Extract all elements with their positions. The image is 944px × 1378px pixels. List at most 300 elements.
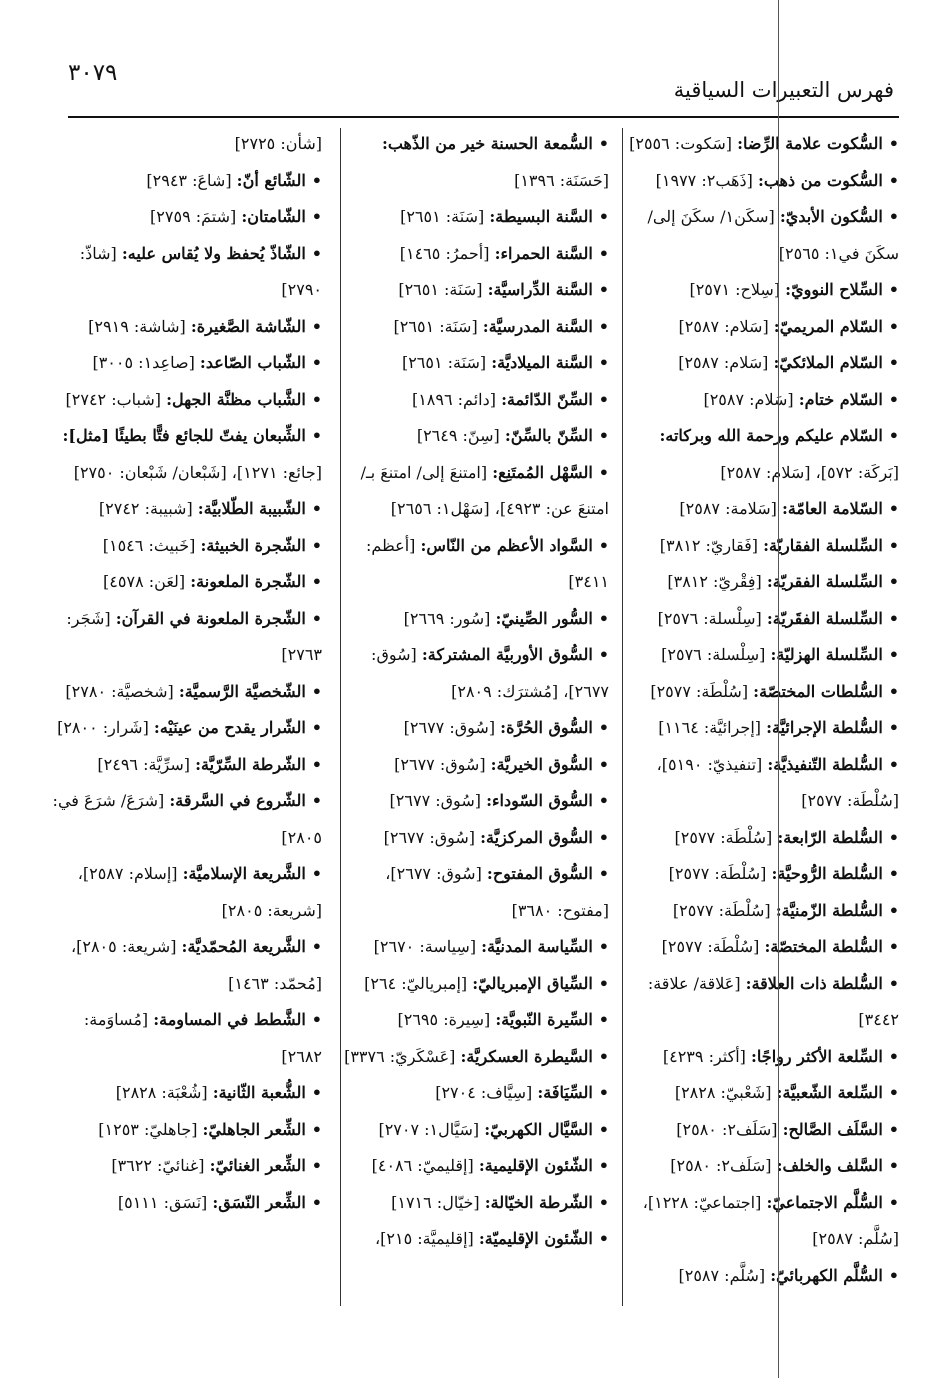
entry-term: السِّيَافَة:: [537, 1083, 593, 1102]
bullet-icon: •: [888, 718, 899, 737]
entry-reference: [خَبيث: ١٥٤٦]: [102, 535, 196, 555]
entry-reference: [شَعْبيّ: ٢٨٢٨]: [674, 1083, 772, 1102]
bullet-icon: •: [888, 170, 899, 190]
entry-term: السِّلعة الشّعبيَّة:: [776, 1083, 883, 1102]
index-entry: [329, 1075, 609, 1112]
entry-term: السُّلطة الرُّوحيَّة:: [771, 864, 883, 883]
bullet-icon: •: [311, 608, 322, 628]
entry-term: السَّنة الدِّراسيَّة:: [487, 280, 593, 299]
index-column-middle: [329, 126, 609, 1258]
entry-reference: [إسلام: ٢٥٨٧]، [شريعة: ٢٨٠٥]: [77, 864, 322, 920]
entry-term: الشِّبعان يفتّ للجائع فتًّا بطيئًا [مثل]:: [62, 426, 306, 445]
entry-reference: [فِقْريّ: ٣٨١٢]: [667, 572, 762, 591]
bullet-icon: •: [888, 608, 899, 628]
entry-reference: [سُوق: ٢٦٧٧]، [مُشترَك: ٢٨٠٩]: [371, 645, 609, 701]
entry-reference: [خيّال: ١٧١٦]: [391, 1192, 480, 1212]
entry-reference: [سَلامة: ٢٥٨٧]: [679, 499, 777, 518]
bullet-icon: •: [598, 462, 609, 482]
entry-term: الشّئون الإقليمية:: [478, 1156, 593, 1175]
page-title: فهرس التعبيرات السياقية: [673, 78, 894, 102]
entry-term: السُّلطة الزّمنيَّة:: [775, 900, 883, 920]
bullet-icon: •: [888, 1083, 899, 1102]
bullet-icon: •: [888, 316, 899, 336]
entry-reference: [سُلْطَة: ٢٥٧٧]: [672, 900, 771, 920]
index-entry: [329, 455, 609, 528]
entry-reference: [ذَهَب٢: ١٩٧٧]: [655, 170, 753, 190]
entry-reference: [نَسَق: ٥١١١]: [117, 1192, 208, 1212]
column-divider: [622, 128, 623, 1306]
index-entry: [629, 710, 899, 747]
entry-term: الشَّريعة الإسلاميَّة:: [182, 864, 306, 883]
entry-reference: [سُوق: ٢٦٧٧]: [403, 718, 496, 737]
entry-term: الشّئون الإقليميّة:: [478, 1229, 593, 1248]
entry-term: الشِّعر الغنائيّ:: [209, 1156, 306, 1175]
bullet-icon: •: [598, 1156, 609, 1175]
bullet-icon: •: [311, 243, 322, 263]
index-entry: [629, 820, 899, 857]
index-entry: [629, 1075, 899, 1112]
index-entry: [329, 528, 609, 601]
entry-reference: [شريعة: ٢٨٠٥]، [مُحمّد: ١٤٦٣]: [70, 937, 322, 993]
index-entry: [629, 1148, 899, 1185]
bullet-icon: •: [888, 134, 899, 153]
scan-fold-line: [778, 0, 779, 1378]
bullet-icon: •: [311, 316, 322, 336]
entry-term: السِّلسلة الهزليّة:: [770, 645, 883, 664]
entry-reference: [مُساوَمة: ٢٦٨٢]: [83, 1010, 322, 1066]
entry-reference: [شباب: ٢٧٤٢]: [65, 389, 162, 409]
bullet-icon: •: [598, 280, 609, 299]
entry-reference: [عَلاقة/ علاقة: ٣٤٤٢]: [647, 973, 899, 1029]
entry-term: الشّاذّ يُحفظ ولا يُقاس عليه:: [121, 243, 306, 263]
entry-reference: [سُلَّم: ٢٥٨٧]: [678, 1265, 766, 1285]
entry-term: الشّرطة السِّرّيَّة:: [195, 754, 306, 774]
index-entry: [629, 382, 899, 419]
index-entry: [329, 1039, 609, 1076]
index-entry: [329, 856, 609, 929]
bullet-icon: •: [311, 1083, 322, 1102]
entry-reference: [سُلْطَة: ٢٥٧٧]: [661, 937, 760, 956]
bullet-icon: •: [888, 1119, 899, 1139]
entry-reference: [سكَن١/ سكَنَ إلى/ سكَنَ في١: ٢٥٦٥]: [647, 207, 899, 263]
entry-term: الشّرطة الخيّالة:: [484, 1192, 593, 1212]
index-entry: [329, 418, 609, 455]
index-entry: [48, 929, 322, 1002]
entry-reference: [سُور: ٢٦٦٩]: [403, 608, 491, 628]
bullet-icon: •: [311, 681, 322, 701]
entry-reference: [غنائيّ: ٣٦٢٢]: [111, 1156, 205, 1175]
entry-reference: [سُوق: ٢٦٧٧]، [مفتوح: ٣٦٨٠]: [385, 864, 609, 920]
bullet-icon: •: [888, 937, 899, 956]
entry-term: السُّوق السّوداء:: [486, 791, 593, 810]
index-entry: [329, 710, 609, 747]
index-entry: [329, 637, 609, 710]
bullet-icon: •: [311, 1192, 322, 1212]
entry-reference: [سَلَف٢: ٢٥٨٠]: [670, 1156, 772, 1175]
bullet-icon: •: [598, 1010, 609, 1029]
entry-term: الشّجرة الملعونة في القرآن:: [115, 608, 306, 628]
entry-term: السُّلطة الإجرائيَّة:: [766, 718, 883, 737]
entry-term: الشّباب الصّاعد:: [199, 353, 306, 372]
index-entry: [329, 1002, 609, 1039]
index-entry: [629, 564, 899, 601]
bullet-icon: •: [598, 937, 609, 956]
entry-reference: [بَركَة: ٥٧٢]، [سَلام: ٢٥٨٧]: [720, 462, 899, 482]
bullet-icon: •: [888, 1192, 899, 1212]
entry-term: الشَّريعة المُحمّديَّة:: [181, 937, 306, 956]
entry-term: السِّياسة المدنيَّة:: [481, 937, 593, 956]
entry-term: الشَّطط في المساومة:: [153, 1010, 306, 1029]
index-entry: [629, 856, 899, 893]
bullet-icon: •: [598, 608, 609, 628]
bullet-icon: •: [888, 864, 899, 883]
entry-term: السِّلسلة الفقاريّة:: [763, 535, 883, 555]
index-entry: [48, 528, 322, 565]
bullet-icon: •: [888, 900, 899, 920]
index-entry: [48, 491, 322, 528]
entry-term: السّلام المريميّ:: [773, 316, 883, 336]
bullet-icon: •: [888, 426, 899, 445]
entry-reference: [شأن: ٢٧٢٥]: [234, 134, 322, 153]
bullet-icon: •: [311, 1119, 322, 1139]
bullet-icon: •: [598, 316, 609, 336]
index-entry: [629, 491, 899, 528]
index-entry: [48, 710, 322, 747]
entry-term: السِّنّ بالسِّنّ:: [504, 426, 593, 445]
bullet-icon: •: [311, 754, 322, 774]
entry-term: السّلامة العامّة:: [781, 499, 883, 518]
entry-term: السِّنّ الدّائمة:: [501, 389, 593, 409]
entry-term: السّلام الملائكيّ:: [773, 353, 883, 372]
bullet-icon: •: [888, 645, 899, 664]
index-entry: [48, 382, 322, 419]
entry-reference: [فَقاريّ: ٣٨١٢]: [659, 535, 759, 555]
entry-term: السَّلَف الصَّالح:: [782, 1119, 883, 1139]
index-entry: [629, 309, 899, 346]
entry-term: السَّواد الأعظم من النّاس:: [420, 535, 593, 555]
entry-reference: [سَنَة: ٢٦٥١]: [400, 207, 485, 226]
bullet-icon: •: [598, 827, 609, 847]
index-entry: [629, 418, 899, 491]
index-entry: [629, 1039, 899, 1076]
entry-reference: [شاعَ: ٢٩٤٣]: [146, 170, 232, 190]
entry-reference: [إجرائيَّة: ١١٦٤]: [658, 718, 761, 737]
entry-term: السُّوق الأوربيَّة المشتركة:: [421, 645, 593, 664]
index-entry: [48, 1075, 322, 1112]
entry-term: الشَّباب مظنَّة الجهل:: [166, 389, 306, 409]
entry-term: الشُّعبة الثّانية:: [212, 1083, 306, 1102]
entry-reference: [سَلام: ٢٥٨٧]: [678, 316, 769, 336]
entry-term: السُّوق الحُرَّة:: [500, 718, 593, 737]
index-entry: [329, 929, 609, 966]
entry-reference: [تنفيذيّ: ٥١٩٠]، [سُلْطَة: ٢٥٧٧]: [656, 754, 899, 810]
entry-reference: [سِلْسلة: ٢٥٧٦]: [657, 608, 762, 628]
entry-reference: [شتمَ: ٢٧٥٩]: [150, 207, 237, 226]
entry-reference: [أكثر: ٤٢٣٩]: [662, 1046, 746, 1066]
entry-reference: [شَرار: ٢٨٠٠]: [57, 718, 149, 737]
index-entry: [629, 1112, 899, 1149]
entry-reference: [سِنّ: ٢٦٤٩]: [416, 426, 500, 445]
index-entry: [329, 1221, 609, 1258]
entry-term: السِّلاح النوويّ:: [785, 280, 883, 299]
entry-reference: [إقليميّ: ٤٠٨٦]: [371, 1156, 474, 1175]
bullet-icon: •: [888, 280, 899, 299]
entry-term: السُّلطة ذات العلاقة:: [745, 973, 883, 993]
entry-term: الشّخصيَّة الرَّسميَّة:: [178, 681, 306, 701]
header-rule: [68, 116, 899, 118]
bullet-icon: •: [888, 1046, 899, 1066]
entry-term: السِّيرة النّبويَّة:: [495, 1010, 593, 1029]
bullet-icon: •: [311, 535, 322, 555]
bullet-icon: •: [311, 170, 322, 190]
index-entry: [329, 747, 609, 784]
index-entry: [629, 126, 899, 163]
index-entry: [329, 966, 609, 1003]
index-entry: [629, 1258, 899, 1295]
bullet-icon: •: [311, 791, 322, 810]
entry-term: الشِّعر الجاهليّ:: [202, 1119, 306, 1139]
entry-term: السُّلَّم الكهربائيّ:: [770, 1265, 883, 1285]
entry-term: السُّكوت علامة الرِّضا:: [737, 134, 883, 153]
index-column-left: [48, 126, 322, 1221]
entry-reference: [سُلْطَة: ٢٥٧٧]: [674, 827, 773, 847]
entry-term: الشّجرة الخبيثة:: [200, 535, 306, 555]
entry-reference: [شاشة: ٢٩١٩]: [88, 316, 186, 336]
entry-reference: [إمبرياليّ: ٢٦٤]: [364, 973, 468, 993]
page-number: ٣٠٧٩: [68, 60, 118, 86]
entry-reference: [عَسْكَريّ: ٣٣٧٦]: [344, 1046, 456, 1066]
entry-reference: [حَسَنَة: ١٣٩٦]: [514, 170, 609, 190]
index-entry: [48, 309, 322, 346]
bullet-icon: •: [311, 937, 322, 956]
bullet-icon: •: [598, 1229, 609, 1248]
index-entry: [329, 1112, 609, 1149]
bullet-icon: •: [888, 754, 899, 774]
bullet-icon: •: [888, 827, 899, 847]
bullet-icon: •: [598, 353, 609, 372]
index-entry: [629, 199, 899, 272]
entry-reference: [لعَن: ٤٥٧٨]: [103, 572, 186, 591]
index-entry: [629, 966, 899, 1039]
index-entry: [629, 272, 899, 309]
index-entry: [629, 163, 899, 200]
index-entry: [629, 747, 899, 820]
entry-term: السَّنة المدرسيَّة:: [482, 316, 593, 336]
entry-term: الشّرار يقدح من عينَيْه:: [153, 718, 306, 737]
entry-term: السُّوق الخيريَّة:: [490, 754, 593, 774]
entry-term: السَّهْل المُمتَنِع:: [492, 462, 593, 482]
bullet-icon: •: [598, 645, 609, 664]
entry-reference: [شرَعَ/ شرَعَ في: ٢٨٠٥]: [52, 791, 322, 847]
entry-term: السُّكوت من ذهب:: [757, 170, 883, 190]
index-entry: [48, 783, 322, 856]
entry-term: الشّامتان:: [241, 207, 306, 226]
entry-reference: [اجتماعيّ: ١٢٢٨]، [سُلَّم: ٢٥٨٧]: [642, 1192, 899, 1248]
index-entry: [329, 126, 609, 199]
entry-term: الشّجرة الملعونة:: [190, 572, 306, 591]
index-entry: [329, 236, 609, 273]
index-entry: [329, 382, 609, 419]
entry-term: السُّلطة المختصّة:: [764, 937, 883, 956]
entry-reference: [سُلْطَة: ٢٥٧٧]: [668, 864, 767, 883]
entry-reference: [سَنَة: ٢٦٥١]: [401, 353, 487, 372]
bullet-icon: •: [888, 973, 899, 993]
entry-term: السَّيطرة العسكريَّة:: [460, 1046, 593, 1066]
index-entry: [48, 856, 322, 929]
index-entry: [629, 1185, 899, 1258]
entry-reference: [سَلَف٢: ٢٥٨٠]: [676, 1119, 778, 1139]
entry-term: السُّلطات المختصّة:: [753, 681, 883, 701]
index-entry: [629, 528, 899, 565]
entry-reference: [سِلْسلة: ٢٥٧٦]: [661, 645, 766, 664]
entry-reference: [أحمرُ: ١٤٦٥]: [399, 243, 490, 263]
bullet-icon: •: [311, 572, 322, 591]
entry-reference: [صاعِد١: ٣٠٠٥]: [92, 353, 195, 372]
entry-term: السُّلَّم الاجتماعيّ:: [766, 1192, 883, 1212]
bullet-icon: •: [598, 1046, 609, 1066]
entry-term: الشِّعر النّسَق:: [212, 1192, 306, 1212]
index-entry: [48, 236, 322, 309]
entry-reference: [سِلاح: ٢٥٧١]: [689, 280, 781, 299]
index-entry: [629, 637, 899, 674]
index-entry: [48, 564, 322, 601]
bullet-icon: •: [888, 1265, 899, 1285]
index-entry: [48, 163, 322, 200]
index-entry: [629, 345, 899, 382]
entry-term: السِّياق الإمبرياليّ:: [472, 973, 593, 993]
bullet-icon: •: [888, 499, 899, 518]
bullet-icon: •: [311, 426, 322, 445]
entry-reference: [شخصيَّة: ٢٧٨٠]: [65, 681, 174, 701]
entry-term: السُّور الصِّينيّ:: [495, 608, 593, 628]
bullet-icon: •: [598, 243, 609, 263]
entry-reference: [أعظم: ٣٤١١]: [366, 535, 609, 591]
index-entry: [629, 893, 899, 930]
entry-reference: [سَنَة: ٢٦٥١]: [398, 280, 483, 299]
bullet-icon: •: [311, 389, 322, 409]
entry-reference: [سَنَة: ٢٦٥١]: [393, 316, 478, 336]
bullet-icon: •: [311, 207, 322, 226]
bullet-icon: •: [311, 1156, 322, 1175]
entry-term: السَّيَّال الكهربيّ:: [484, 1119, 593, 1139]
index-entry: [48, 418, 322, 491]
index-entry: [48, 1112, 322, 1149]
index-entry: [48, 747, 322, 784]
bullet-icon: •: [888, 353, 899, 372]
entry-reference: [سَكوت: ٢٥٥٦]: [629, 134, 733, 153]
bullet-icon: •: [888, 389, 899, 409]
index-entry: [48, 1148, 322, 1185]
index-column-right: [629, 126, 899, 1294]
entry-reference: [إقليميَّة: ٢١٥]،: [374, 1229, 474, 1248]
entry-reference: [سُوق: ٢٦٧٧]: [389, 791, 481, 810]
entry-reference: [دائم: ١٨٩٦]: [411, 389, 496, 409]
bullet-icon: •: [311, 1010, 322, 1029]
index-entry: [48, 345, 322, 382]
index-entry: [329, 601, 609, 638]
index-entry: [48, 674, 322, 711]
index-entry: [329, 1148, 609, 1185]
entry-reference: [جاهليّ: ١٢٥٣]: [98, 1119, 198, 1139]
entry-term: السّلام عليكم ورحمة الله وبركاته:: [659, 426, 883, 445]
bullet-icon: •: [888, 681, 899, 701]
entry-term: السَّلف والخلف:: [776, 1156, 883, 1175]
index-entry: [48, 126, 322, 163]
index-entry: [48, 601, 322, 674]
bullet-icon: •: [888, 1156, 899, 1175]
index-entry: [629, 674, 899, 711]
bullet-icon: •: [598, 134, 609, 153]
entry-reference: [سِياسة: ٢٦٧٠]: [373, 937, 477, 956]
index-entry: [629, 929, 899, 966]
entry-term: السُّوق المفتوح:: [486, 864, 593, 883]
bullet-icon: •: [598, 1083, 609, 1102]
bullet-icon: •: [311, 499, 322, 518]
entry-term: السِّلسلة الفقَريّة:: [766, 608, 883, 628]
entry-term: السَّنة البسيطة:: [489, 207, 593, 226]
bullet-icon: •: [598, 864, 609, 883]
bullet-icon: •: [598, 1192, 609, 1212]
entry-reference: [سُوق: ٢٦٧٧]: [394, 754, 486, 774]
entry-term: السِّلسلة الفقريّة:: [766, 572, 883, 591]
index-entry: [329, 199, 609, 236]
entry-term: الشّائع أنّ:: [236, 170, 306, 190]
bullet-icon: •: [598, 535, 609, 555]
entry-term: السَّنة الحمراء:: [494, 243, 593, 263]
index-entry: [329, 272, 609, 309]
index-entry: [48, 1185, 322, 1222]
bullet-icon: •: [598, 426, 609, 445]
entry-reference: [سَلام: ٢٥٨٧]: [678, 353, 769, 372]
entry-term: السُّوق المركزيَّة:: [480, 827, 593, 847]
entry-term: الشّاشة الصَّغيرة:: [190, 316, 306, 336]
entry-reference: [شَجَر: ٢٧٦٣]: [66, 608, 322, 664]
bullet-icon: •: [311, 864, 322, 883]
bullet-icon: •: [888, 207, 899, 226]
bullet-icon: •: [598, 207, 609, 226]
entry-term: السُّمعة الحسنة خير من الذّهب:: [381, 134, 593, 153]
entry-reference: [سِيرة: ٢٦٩٥]: [397, 1010, 491, 1029]
entry-reference: [شبيبة: ٢٧٤٢]: [98, 499, 193, 518]
entry-term: السُّلطة الرّابعة:: [777, 827, 883, 847]
bullet-icon: •: [311, 718, 322, 737]
index-entry: [329, 309, 609, 346]
entry-reference: [شاذّ: ٢٧٩٠]: [79, 243, 322, 299]
index-entry: [629, 601, 899, 638]
index-entry: [329, 783, 609, 820]
entry-term: السُّلطة التّنفيذيَّة:: [767, 754, 883, 774]
entry-reference: [سِيَّاف: ٢٧٠٤]: [435, 1083, 533, 1102]
bullet-icon: •: [598, 791, 609, 810]
bullet-icon: •: [598, 973, 609, 993]
bullet-icon: •: [598, 1119, 609, 1139]
entry-reference: [سُوق: ٢٦٧٧]: [383, 827, 476, 847]
entry-term: الشّروع في السَّرقة:: [169, 791, 306, 810]
bullet-icon: •: [888, 572, 899, 591]
index-entry: [48, 1002, 322, 1075]
index-entry: [329, 820, 609, 857]
entry-reference: [جائع: ١٢٧١]، [شَبْعان/ شَبْعان: ٢٧٥٠]: [73, 462, 322, 482]
bullet-icon: •: [888, 535, 899, 555]
bullet-icon: •: [598, 754, 609, 774]
entry-reference: [شُعْبَة: ٢٨٢٨]: [115, 1083, 208, 1102]
entry-term: السُّكون الأبديّ:: [779, 207, 883, 226]
entry-term: السَّنة الميلاديَّة:: [491, 353, 593, 372]
entry-term: السِّلعة الأكثر رواجًا:: [751, 1046, 883, 1066]
entry-reference: [سرِّيَّة: ٢٤٩٦]: [97, 754, 190, 774]
entry-term: الشّبيبة الطّلابيَّة:: [197, 499, 306, 518]
entry-reference: [سَلام: ٢٥٨٧]: [703, 389, 794, 409]
